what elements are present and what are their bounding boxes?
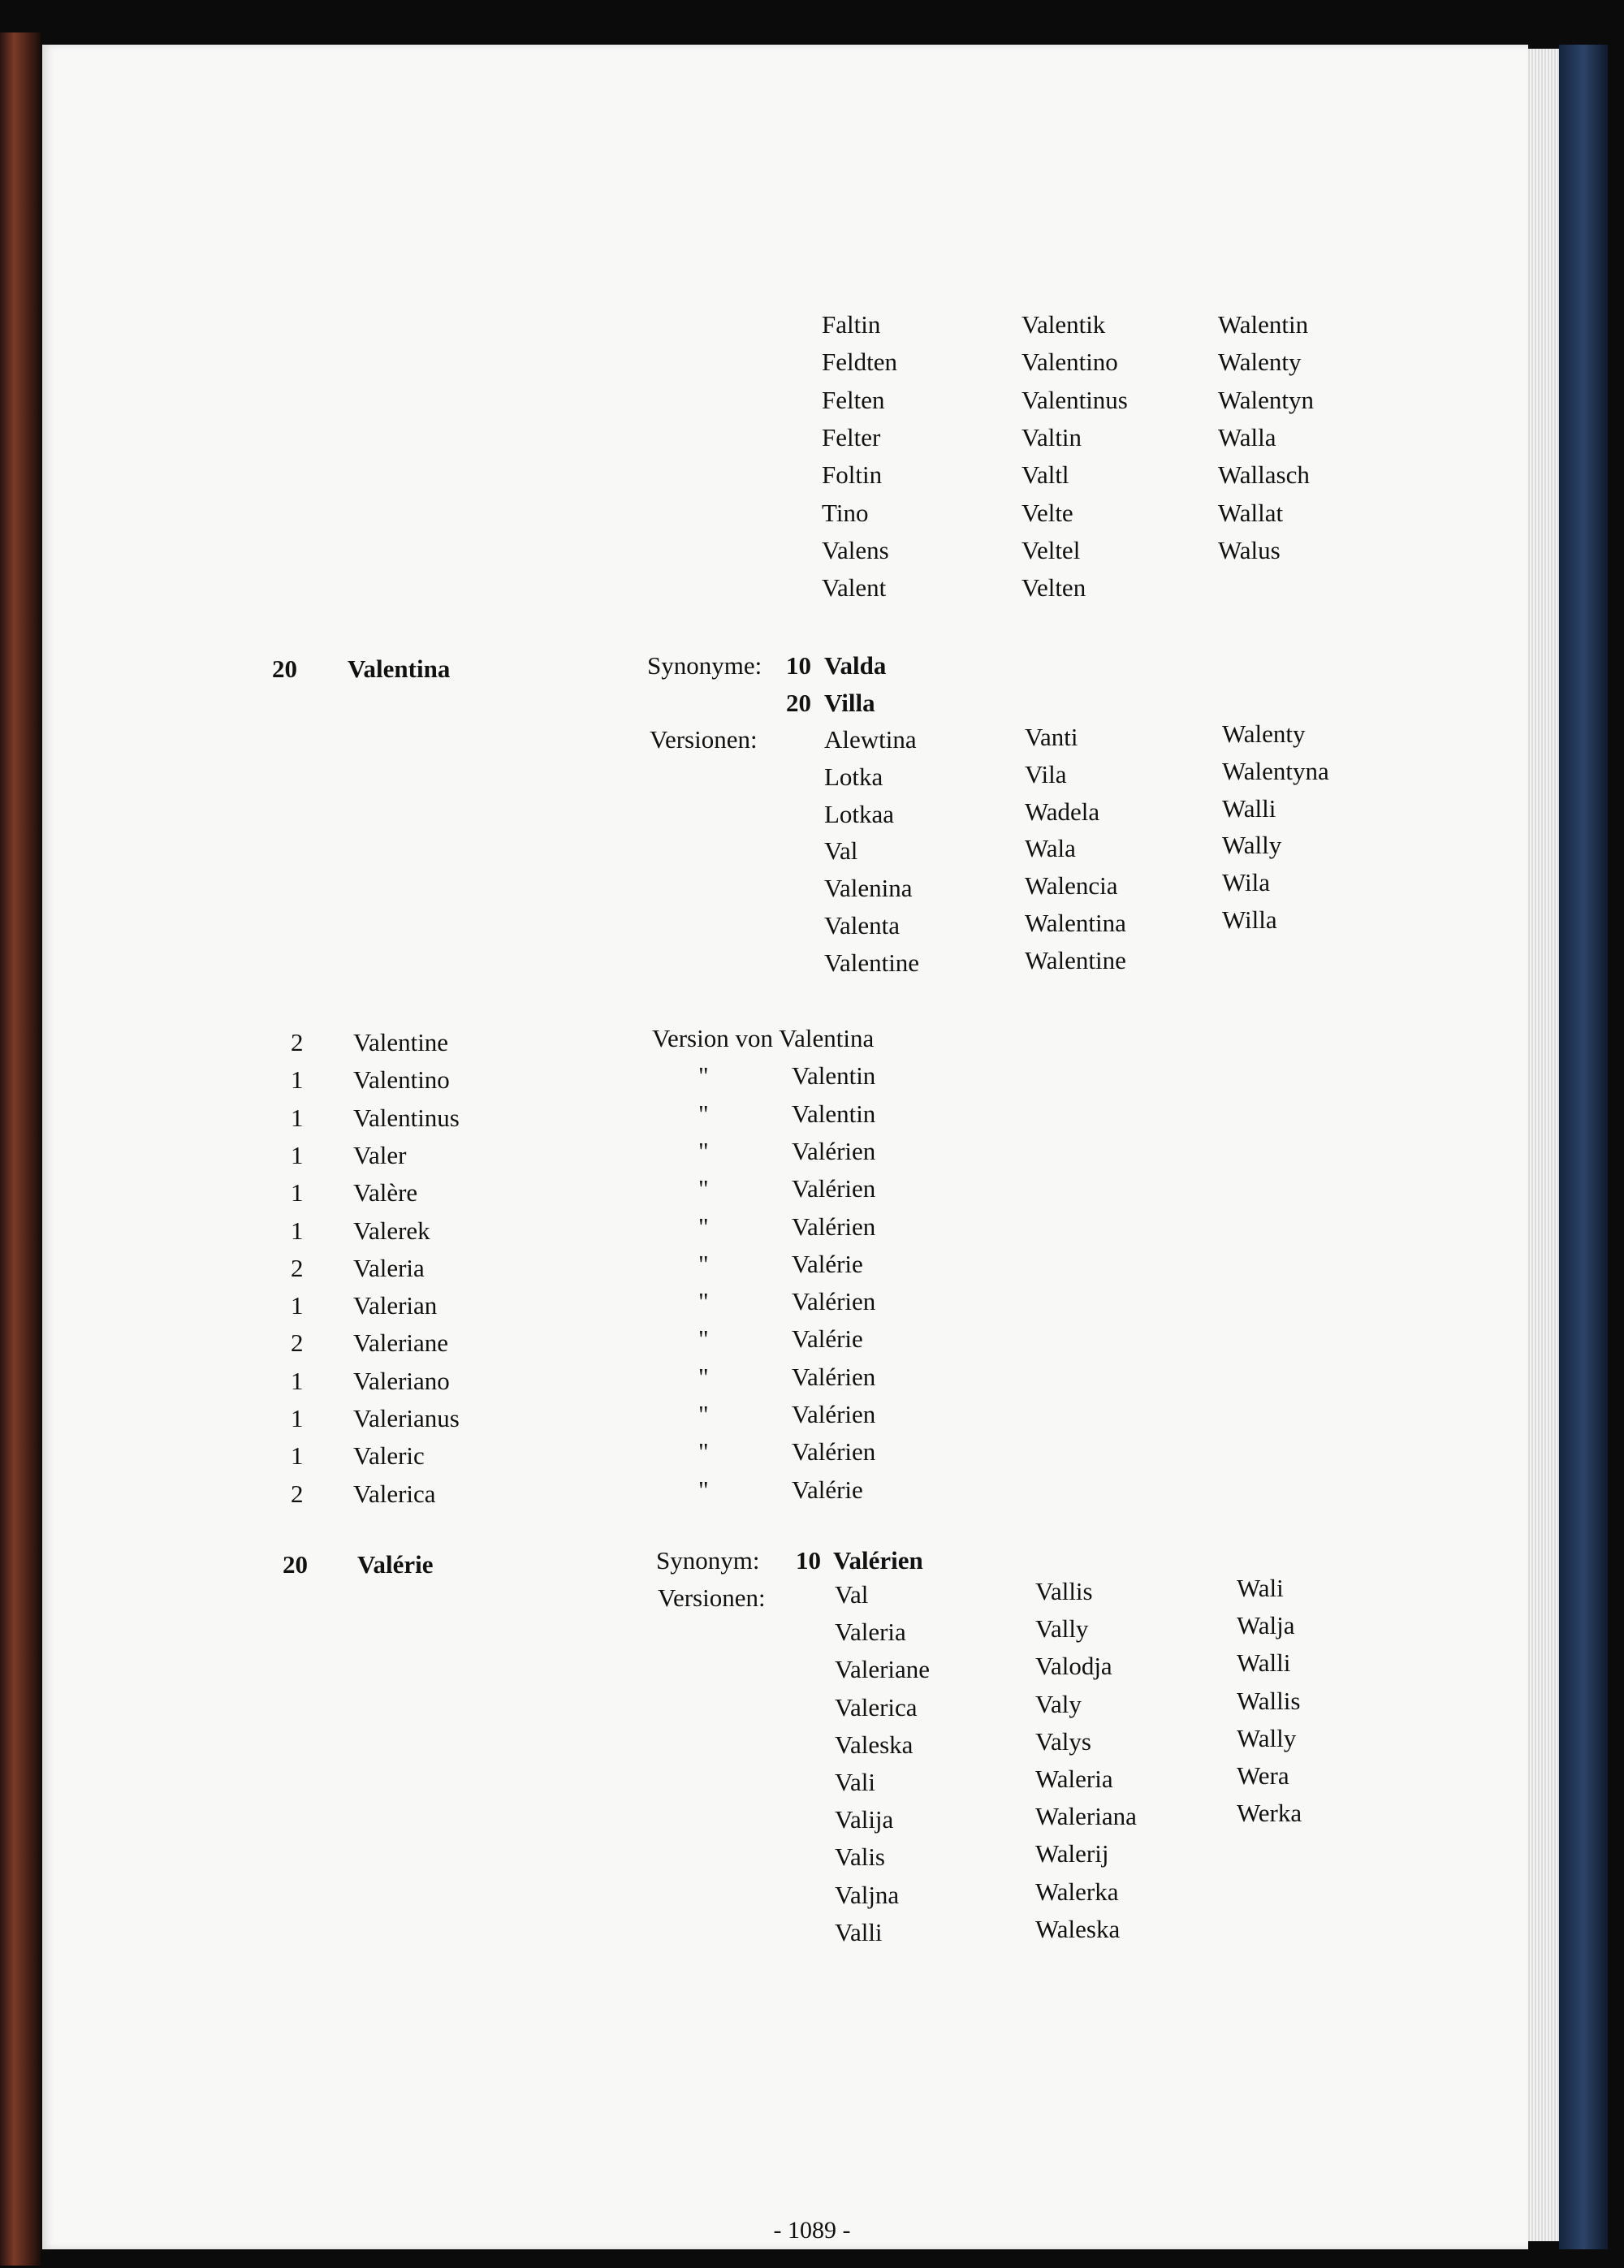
version-name: Lotka — [824, 762, 883, 791]
ditto-mark: " — [698, 1437, 709, 1467]
version-name: Wally — [1222, 831, 1282, 860]
version-name: Valeska — [835, 1730, 914, 1759]
version-name: Walentyna — [1222, 756, 1329, 785]
version-name: Valenina — [824, 874, 913, 903]
row-version-of: Valérie — [792, 1249, 863, 1278]
ditto-mark: " — [698, 1475, 709, 1504]
version-name: Wadela — [1025, 797, 1100, 826]
row-name: Valentine — [353, 1028, 449, 1056]
row-version-of: Valentin — [792, 1061, 876, 1091]
row-name: Valeriano — [353, 1366, 450, 1395]
version-name: Wallasch — [1218, 460, 1310, 490]
version-name: Walentine — [1025, 945, 1126, 974]
version-name: Faltin — [822, 310, 881, 339]
row-count: 2 — [291, 1253, 304, 1282]
row-count: 1 — [291, 1103, 304, 1132]
version-name: Walencia — [1025, 871, 1118, 901]
version-name: Walla — [1218, 422, 1276, 451]
version-name: Alewtina — [824, 725, 917, 754]
version-name: Walentina — [1025, 909, 1126, 937]
version-name: Valentik — [1021, 310, 1106, 339]
version-name: Willa — [1222, 905, 1277, 934]
row-count: 1 — [291, 1140, 304, 1169]
ditto-mark: " — [698, 1061, 709, 1091]
version-name: Velte — [1021, 498, 1073, 527]
book-page — [42, 45, 1528, 2249]
version-name: Valentino — [1021, 348, 1118, 377]
version-name: Feldten — [822, 348, 897, 377]
version-name: Walus — [1218, 535, 1281, 564]
version-name: Wallis — [1237, 1686, 1301, 1715]
version-name: Valent — [822, 573, 887, 603]
version-name: Valis — [835, 1842, 885, 1872]
version-name: Walja — [1237, 1611, 1295, 1640]
entry-number: 20 — [283, 1550, 308, 1579]
version-name: Wala — [1025, 834, 1076, 863]
version-name: Felter — [822, 422, 881, 451]
version-name: Walenty — [1218, 348, 1302, 377]
version-name: Waleria — [1035, 1765, 1113, 1793]
row-name: Valère — [353, 1178, 418, 1207]
row-name: Valer — [353, 1140, 407, 1169]
version-name: Foltin — [822, 460, 883, 490]
version-name: Valjna — [835, 1880, 900, 1909]
version-name: Valija — [835, 1805, 894, 1834]
version-name: Vally — [1035, 1614, 1089, 1644]
versions-label: Versionen: — [658, 1583, 766, 1612]
book-cover-right — [1559, 45, 1608, 2249]
row-name: Valentino — [353, 1065, 450, 1095]
synonym-label: Synonyme: — [647, 651, 762, 680]
entry-name: Valérie — [357, 1550, 434, 1579]
version-name: Valy — [1035, 1689, 1082, 1718]
row-count: 2 — [291, 1328, 304, 1358]
version-name: Wila — [1222, 868, 1271, 897]
row-count: 1 — [291, 1291, 304, 1320]
version-name: Wera — [1237, 1761, 1289, 1790]
row-version-of: Valérien — [792, 1136, 876, 1165]
row-version-of: Valérien — [792, 1400, 876, 1428]
version-name: Vila — [1025, 759, 1067, 788]
version-name: Valtin — [1021, 422, 1082, 451]
synonym-number: 10 — [796, 1546, 821, 1575]
version-name: Valens — [822, 535, 889, 564]
row-name: Valeria — [353, 1253, 425, 1282]
row-count: 1 — [291, 1065, 304, 1095]
version-name: Valerica — [835, 1692, 918, 1722]
row-name: Valentinus — [353, 1103, 460, 1132]
row-version-of: Valérie — [792, 1475, 863, 1504]
synonym-name: Villa — [824, 689, 875, 717]
row-name: Valerica — [353, 1479, 436, 1508]
entry-name: Valentina — [348, 654, 451, 683]
page-stack-edge — [1528, 49, 1559, 2241]
synonym-name: Valda — [824, 651, 887, 680]
row-count: 2 — [291, 1479, 304, 1508]
ditto-mark: " — [698, 1287, 709, 1316]
row-count: 1 — [291, 1216, 304, 1245]
ditto-mark: " — [698, 1212, 709, 1241]
version-name: Walli — [1237, 1648, 1291, 1678]
version-name: Walerka — [1035, 1877, 1119, 1906]
version-name: Felten — [822, 385, 885, 414]
row-count: 1 — [291, 1441, 304, 1471]
row-name: Valeriane — [353, 1328, 449, 1358]
version-name: Walentin — [1218, 310, 1309, 339]
row-version-of: Valérien — [792, 1174, 876, 1203]
version-name: Val — [824, 836, 858, 866]
ditto-mark: " — [698, 1249, 709, 1278]
version-name: Vanti — [1025, 723, 1078, 751]
version-name: Valeria — [835, 1618, 906, 1647]
row-version-of: Valérien — [792, 1212, 876, 1241]
row-name: Valerian — [353, 1291, 438, 1320]
version-name: Valentinus — [1021, 385, 1128, 414]
version-name: Valodja — [1035, 1652, 1112, 1681]
synonym-number: 20 — [786, 689, 811, 717]
version-name: Valenta — [824, 911, 900, 940]
ditto-mark: " — [698, 1324, 709, 1354]
version-name: Veltel — [1021, 535, 1081, 564]
ditto-mark: " — [698, 1400, 709, 1428]
version-name: Walenty — [1222, 719, 1306, 748]
row-name: Valeric — [353, 1441, 425, 1471]
version-name: Wallat — [1218, 498, 1284, 527]
version-name: Walentyn — [1218, 385, 1315, 414]
page-number: - 1089 - — [773, 2217, 851, 2244]
version-name: Werka — [1237, 1799, 1302, 1828]
version-name: Vali — [835, 1768, 875, 1796]
row-name: Valerianus — [353, 1404, 460, 1432]
row-version-of: Valérie — [792, 1324, 863, 1354]
synonym-number: 10 — [786, 651, 811, 680]
version-name: Valtl — [1021, 460, 1069, 490]
version-name: Waleska — [1035, 1914, 1121, 1943]
ditto-mark: " — [698, 1099, 709, 1128]
row-count: 1 — [291, 1404, 304, 1432]
version-name: Walli — [1222, 793, 1276, 823]
version-name: Walerij — [1035, 1839, 1109, 1868]
row-count: 1 — [291, 1366, 304, 1395]
synonym-label: Synonym: — [656, 1546, 760, 1575]
ditto-mark: " — [698, 1174, 709, 1203]
version-name: Valeriane — [835, 1655, 931, 1684]
version-name: Valli — [835, 1917, 883, 1946]
row-version-of: Valentin — [792, 1099, 876, 1128]
entry-number: 20 — [272, 654, 297, 683]
row-version-of: Valérien — [792, 1362, 876, 1391]
version-name: Val — [835, 1580, 869, 1609]
version-name: Waleriana — [1035, 1802, 1137, 1831]
version-name: Wali — [1237, 1574, 1284, 1602]
row-name: Valerek — [353, 1216, 430, 1245]
ditto-mark: " — [698, 1136, 709, 1165]
version-of-header: Version von Valentina — [652, 1024, 875, 1052]
row-version-of: Valérien — [792, 1287, 876, 1316]
version-name: Tino — [822, 498, 869, 527]
row-version-of: Valérien — [792, 1437, 876, 1467]
book-edge-left — [0, 32, 41, 2266]
row-count: 2 — [291, 1028, 304, 1056]
version-name: Valentine — [824, 948, 920, 977]
version-name: Wally — [1237, 1723, 1297, 1752]
versions-label: Versionen: — [650, 725, 758, 754]
version-name: Lotkaa — [824, 799, 895, 828]
version-name: Valys — [1035, 1726, 1091, 1756]
row-count: 1 — [291, 1178, 304, 1207]
synonym-name: Valérien — [833, 1546, 923, 1575]
version-name: Velten — [1021, 573, 1086, 603]
version-name: Vallis — [1035, 1577, 1093, 1605]
ditto-mark: " — [698, 1362, 709, 1391]
